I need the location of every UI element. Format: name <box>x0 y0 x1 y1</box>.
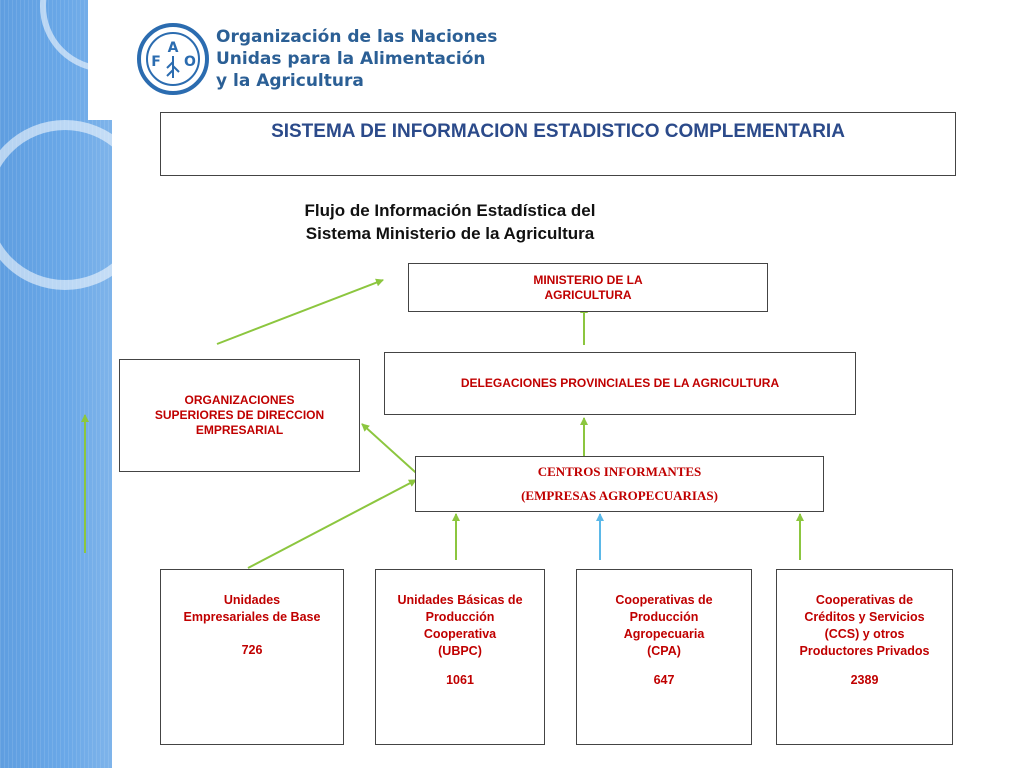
subtitle-line: Sistema Ministerio de la Agricultura <box>305 224 595 243</box>
node-organizaciones <box>119 359 360 472</box>
unit-box-ccs <box>776 569 953 745</box>
node-ministerio <box>408 263 768 312</box>
node-centros-line: (EMPRESAS AGROPECUARIAS) <box>521 488 718 503</box>
arrow-org-to-ministerio <box>217 280 383 344</box>
node-delegaciones <box>384 352 856 415</box>
node-delegaciones-label: DELEGACIONES PROVINCIALES DE LA AGRICULTURA <box>460 376 780 390</box>
node-organizaciones-line: ORGANIZACIONES <box>184 393 295 407</box>
unit-label-line: (UBPC) <box>438 644 482 658</box>
unit-count: 1061 <box>446 673 474 687</box>
arrow-unit1-to-centros <box>248 480 416 568</box>
unit-label-line: (CCS) y otros <box>824 627 905 641</box>
unit-label-line: Empresariales de Base <box>183 610 321 624</box>
subtitle-line: Flujo de Información Estadística del <box>304 201 596 220</box>
unit-label-line: Unidades Básicas de <box>397 593 523 607</box>
unit-label-line: Agropecuaria <box>623 627 705 641</box>
organization-name-line: Organización de las Naciones <box>216 27 498 47</box>
svg-text:A: A <box>167 40 179 56</box>
unit-box-ubpc <box>375 569 545 745</box>
svg-text:O: O <box>184 54 196 70</box>
unit-label-line: Cooperativas de <box>615 593 713 607</box>
unit-label-line: Cooperativas de <box>815 593 914 607</box>
organization-name-line: Unidas para la Alimentación <box>216 49 486 69</box>
unit-count: 726 <box>241 643 263 657</box>
node-ministerio-line: AGRICULTURA <box>544 287 632 302</box>
organization-name-line: y la Agricultura <box>216 71 364 91</box>
unit-label-line: Producción <box>425 610 495 624</box>
unit-label-line: Unidades <box>223 593 281 607</box>
svg-text:F: F <box>151 54 161 70</box>
unit-box-cpa <box>576 569 752 745</box>
unit-box-empresariales <box>160 569 344 745</box>
unit-label-line: Créditos y Servicios <box>804 610 925 624</box>
unit-count: 647 <box>653 673 675 687</box>
unit-label-line: Producción <box>629 610 699 624</box>
unit-label-line: Productores Privados <box>799 644 930 658</box>
node-organizaciones-line: EMPRESARIAL <box>195 423 284 437</box>
unit-count: 2389 <box>850 673 879 687</box>
unit-label-line: Cooperativa <box>423 627 497 641</box>
main-title: SISTEMA DE INFORMACION ESTADISTICO COMPLEMENTARIA <box>271 121 845 142</box>
node-organizaciones-line: SUPERIORES DE DIRECCION <box>154 408 325 422</box>
node-centros-line: CENTROS INFORMANTES <box>537 464 702 479</box>
unit-label-line: (CPA) <box>647 644 681 658</box>
node-ministerio-line: MINISTERIO DE LA <box>533 272 643 287</box>
node-centros <box>415 456 824 512</box>
